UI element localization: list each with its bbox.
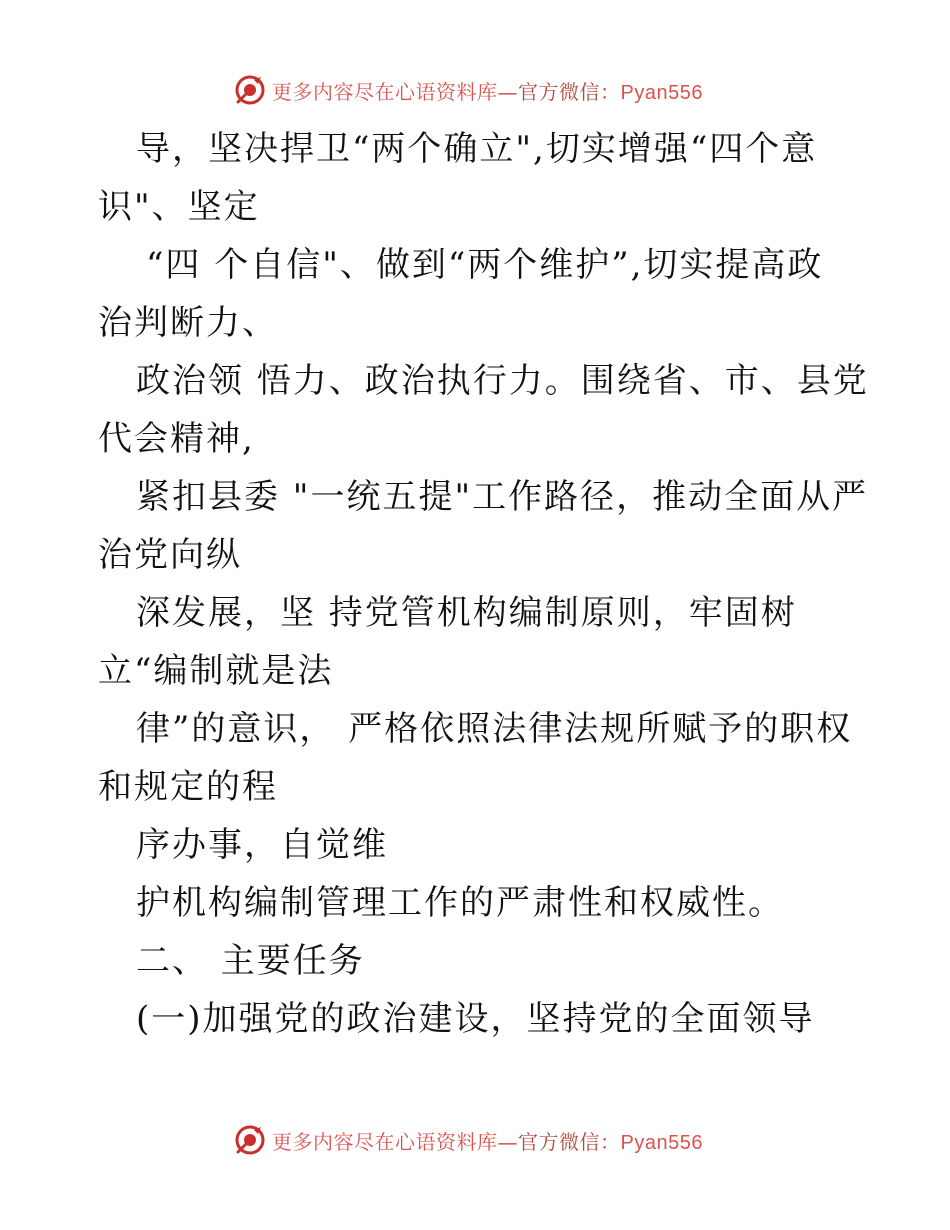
watermark-wechat-label: 官方微信：	[518, 79, 621, 104]
text-line: 代会精神,	[98, 419, 255, 459]
text-line: 治判断力、	[98, 303, 278, 343]
document-body	[98, 120, 869, 1048]
footer-watermark	[234, 1123, 703, 1157]
text-line: 立“编制就是法	[98, 651, 334, 691]
text-line: 护机构编制管理工作的严肃性和权威性。	[136, 883, 784, 923]
text-line: 治党向纵	[98, 535, 242, 575]
subsection-heading: (一)加强党的政治建设，坚持党的全面领导	[136, 999, 815, 1039]
text-line: 深发展，坚 持党管机构编制原则，牢固树	[136, 593, 797, 633]
pen-logo-icon	[234, 1124, 266, 1156]
text-line: 和规定的程	[98, 767, 278, 807]
watermark-separator: —	[497, 1129, 518, 1154]
text-line: 序办事，自觉维	[136, 825, 388, 865]
text-line: 紧扣县委 "一统五提"工作路径，推动全面从严	[136, 477, 869, 517]
watermark-text	[272, 1126, 703, 1155]
watermark-main: 更多内容尽在心语资料库	[272, 1129, 498, 1154]
watermark-separator: —	[497, 79, 518, 104]
text-line: 导，坚决捍卫“两个确立",切实增强“四个意	[136, 129, 818, 169]
text-line: 律”的意识， 严格依照法律法规所赋予的职权	[136, 709, 853, 749]
text-line: 识"、坚定	[98, 187, 260, 227]
pen-logo-icon	[234, 74, 266, 106]
text-line: “四 个自信"、做到“两个维护”,切实提高政	[146, 245, 824, 285]
watermark-id: Pyan556	[620, 81, 703, 104]
watermark-id: Pyan556	[620, 1131, 703, 1154]
header-watermark	[234, 73, 703, 107]
watermark-main: 更多内容尽在心语资料库	[272, 79, 498, 104]
section-heading: 二、 主要任务	[136, 941, 365, 981]
watermark-wechat-label: 官方微信：	[518, 1129, 621, 1154]
watermark-text	[272, 76, 703, 105]
text-line: 政治领 悟力、政治执行力。围绕省、市、县党	[136, 361, 869, 401]
